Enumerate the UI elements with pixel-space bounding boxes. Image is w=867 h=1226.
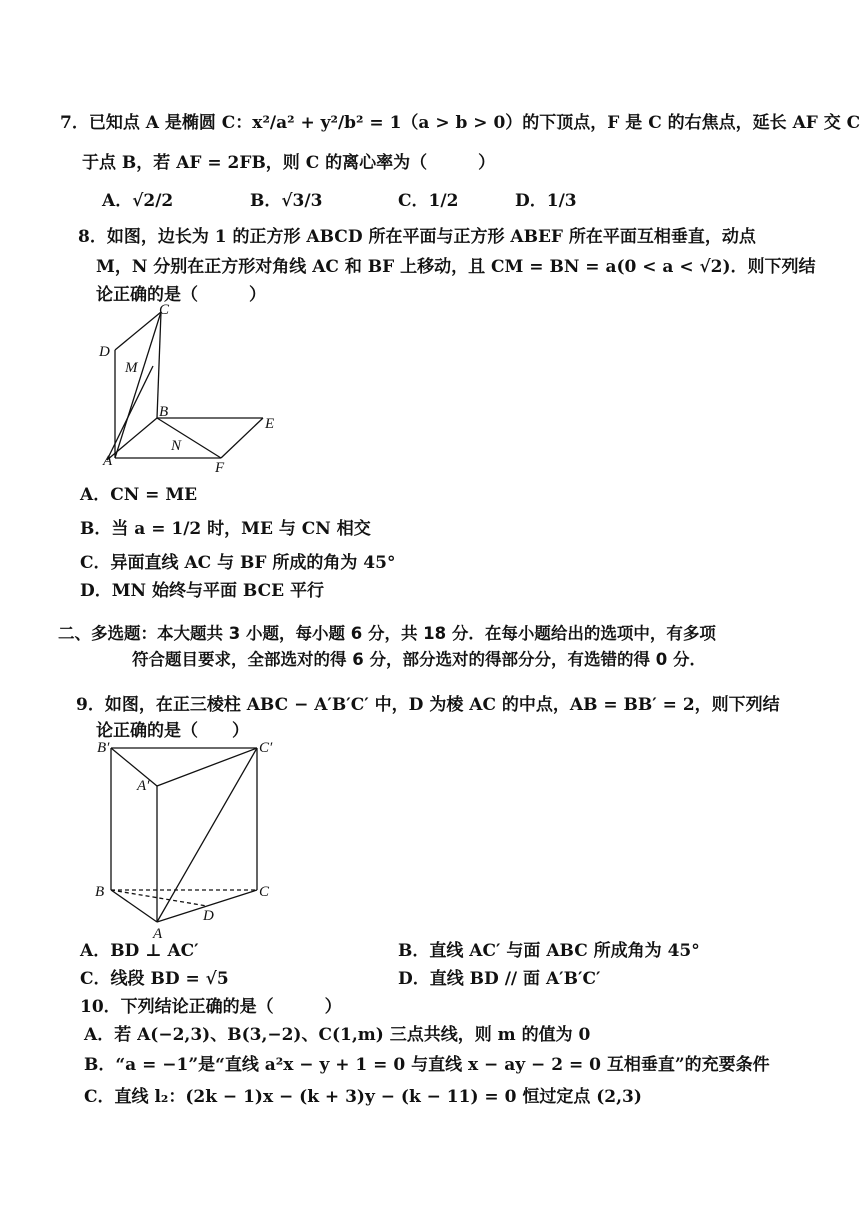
q9-label-b: B — [95, 884, 105, 900]
q8-label-m: M — [125, 360, 138, 376]
q9-label-a: A — [153, 926, 163, 942]
q7-line1: 7．已知点 A 是椭圆 C：x²/a² + y²/b² = 1（a > b > 0）的下顶点，F 是 C 的右焦点，延长 AF 交 C — [60, 113, 861, 133]
q8-label-e: E — [265, 416, 275, 432]
q9-option-a: A．BD ⊥ AC′ — [80, 941, 199, 961]
q8-figure — [95, 300, 295, 480]
q7-option-b: B．√3/3 — [250, 191, 323, 211]
q10-option-a: A．若 A(−2,3)、B(3,−2)、C(1,m) 三点共线，则 m 的值为 0 — [84, 1025, 591, 1045]
q10-option-b: B．“a = −1”是“直线 a²x − y + 1 = 0 与直线 x − ay − 2 = 0 互相垂直”的充要条件 — [84, 1055, 770, 1075]
section2-line1: 二、多选题：本大题共 3 小题，每小题 6 分，共 18 分．在每小题给出的选项中，有多项 — [58, 624, 716, 643]
q9-label-c: C — [259, 884, 270, 900]
q8-label-b: B — [159, 404, 169, 420]
q8-line1: 8．如图，边长为 1 的正方形 ABCD 所在平面与正方形 ABEF 所在平面互相垂直，动点 — [78, 227, 756, 247]
q8-line2: M，N 分别在正方形对角线 AC 和 BF 上移动，且 CM = BN = a(0 < a < √2)．则下列结 — [96, 257, 816, 277]
q8-option-d: D．MN 始终与平面 BCE 平行 — [80, 581, 325, 601]
q10-option-c: C．直线 l₂：(2k − 1)x − (k + 3)y − (k − 11) = 0 恒过定点 (2,3) — [84, 1087, 642, 1107]
q9-figure — [95, 740, 295, 940]
q9-line1: 9．如图，在正三棱柱 ABC − A′B′C′ 中，D 为棱 AC 的中点，AB = BB′ = 2，则下列结 — [76, 695, 780, 715]
q9-line2: 论正确的是（ ） — [96, 721, 249, 741]
q8-label-n: N — [171, 438, 182, 454]
q8-option-a: A．CN = ME — [80, 485, 198, 505]
q7-option-d: D．1/3 — [515, 191, 577, 211]
q9-label-a-prime: A′ — [137, 778, 150, 794]
q8-label-a: A — [103, 453, 113, 469]
q8-line3: 论正确的是（ ） — [96, 285, 266, 305]
q9-option-c: C．线段 BD = √5 — [80, 969, 229, 989]
section2-line2: 符合题目要求，全部选对的得 6 分，部分选对的得部分分，有选错的得 0 分． — [132, 650, 706, 669]
q8-label-c: C — [159, 302, 170, 318]
q10-line1: 10．下列结论正确的是（ ） — [80, 997, 342, 1017]
q9-label-b-prime: B′ — [97, 740, 110, 756]
q8-label-f: F — [215, 460, 225, 476]
q7-option-c: C．1/2 — [398, 191, 459, 211]
q9-option-b: B．直线 AC′ 与面 ABC 所成角为 45° — [398, 941, 700, 961]
q9-label-c-prime: C′ — [259, 740, 273, 756]
q8-label-d: D — [99, 344, 110, 360]
q8-option-c: C．异面直线 AC 与 BF 所成的角为 45° — [80, 553, 396, 573]
q9-label-d: D — [203, 908, 214, 924]
q7-line2: 于点 B，若 AF = 2FB，则 C 的离心率为（ ） — [82, 153, 496, 173]
q8-option-b: B．当 a = 1/2 时，ME 与 CN 相交 — [80, 519, 371, 539]
q7-option-a: A．√2/2 — [102, 191, 174, 211]
q9-option-d: D．直线 BD // 面 A′B′C′ — [398, 969, 601, 989]
